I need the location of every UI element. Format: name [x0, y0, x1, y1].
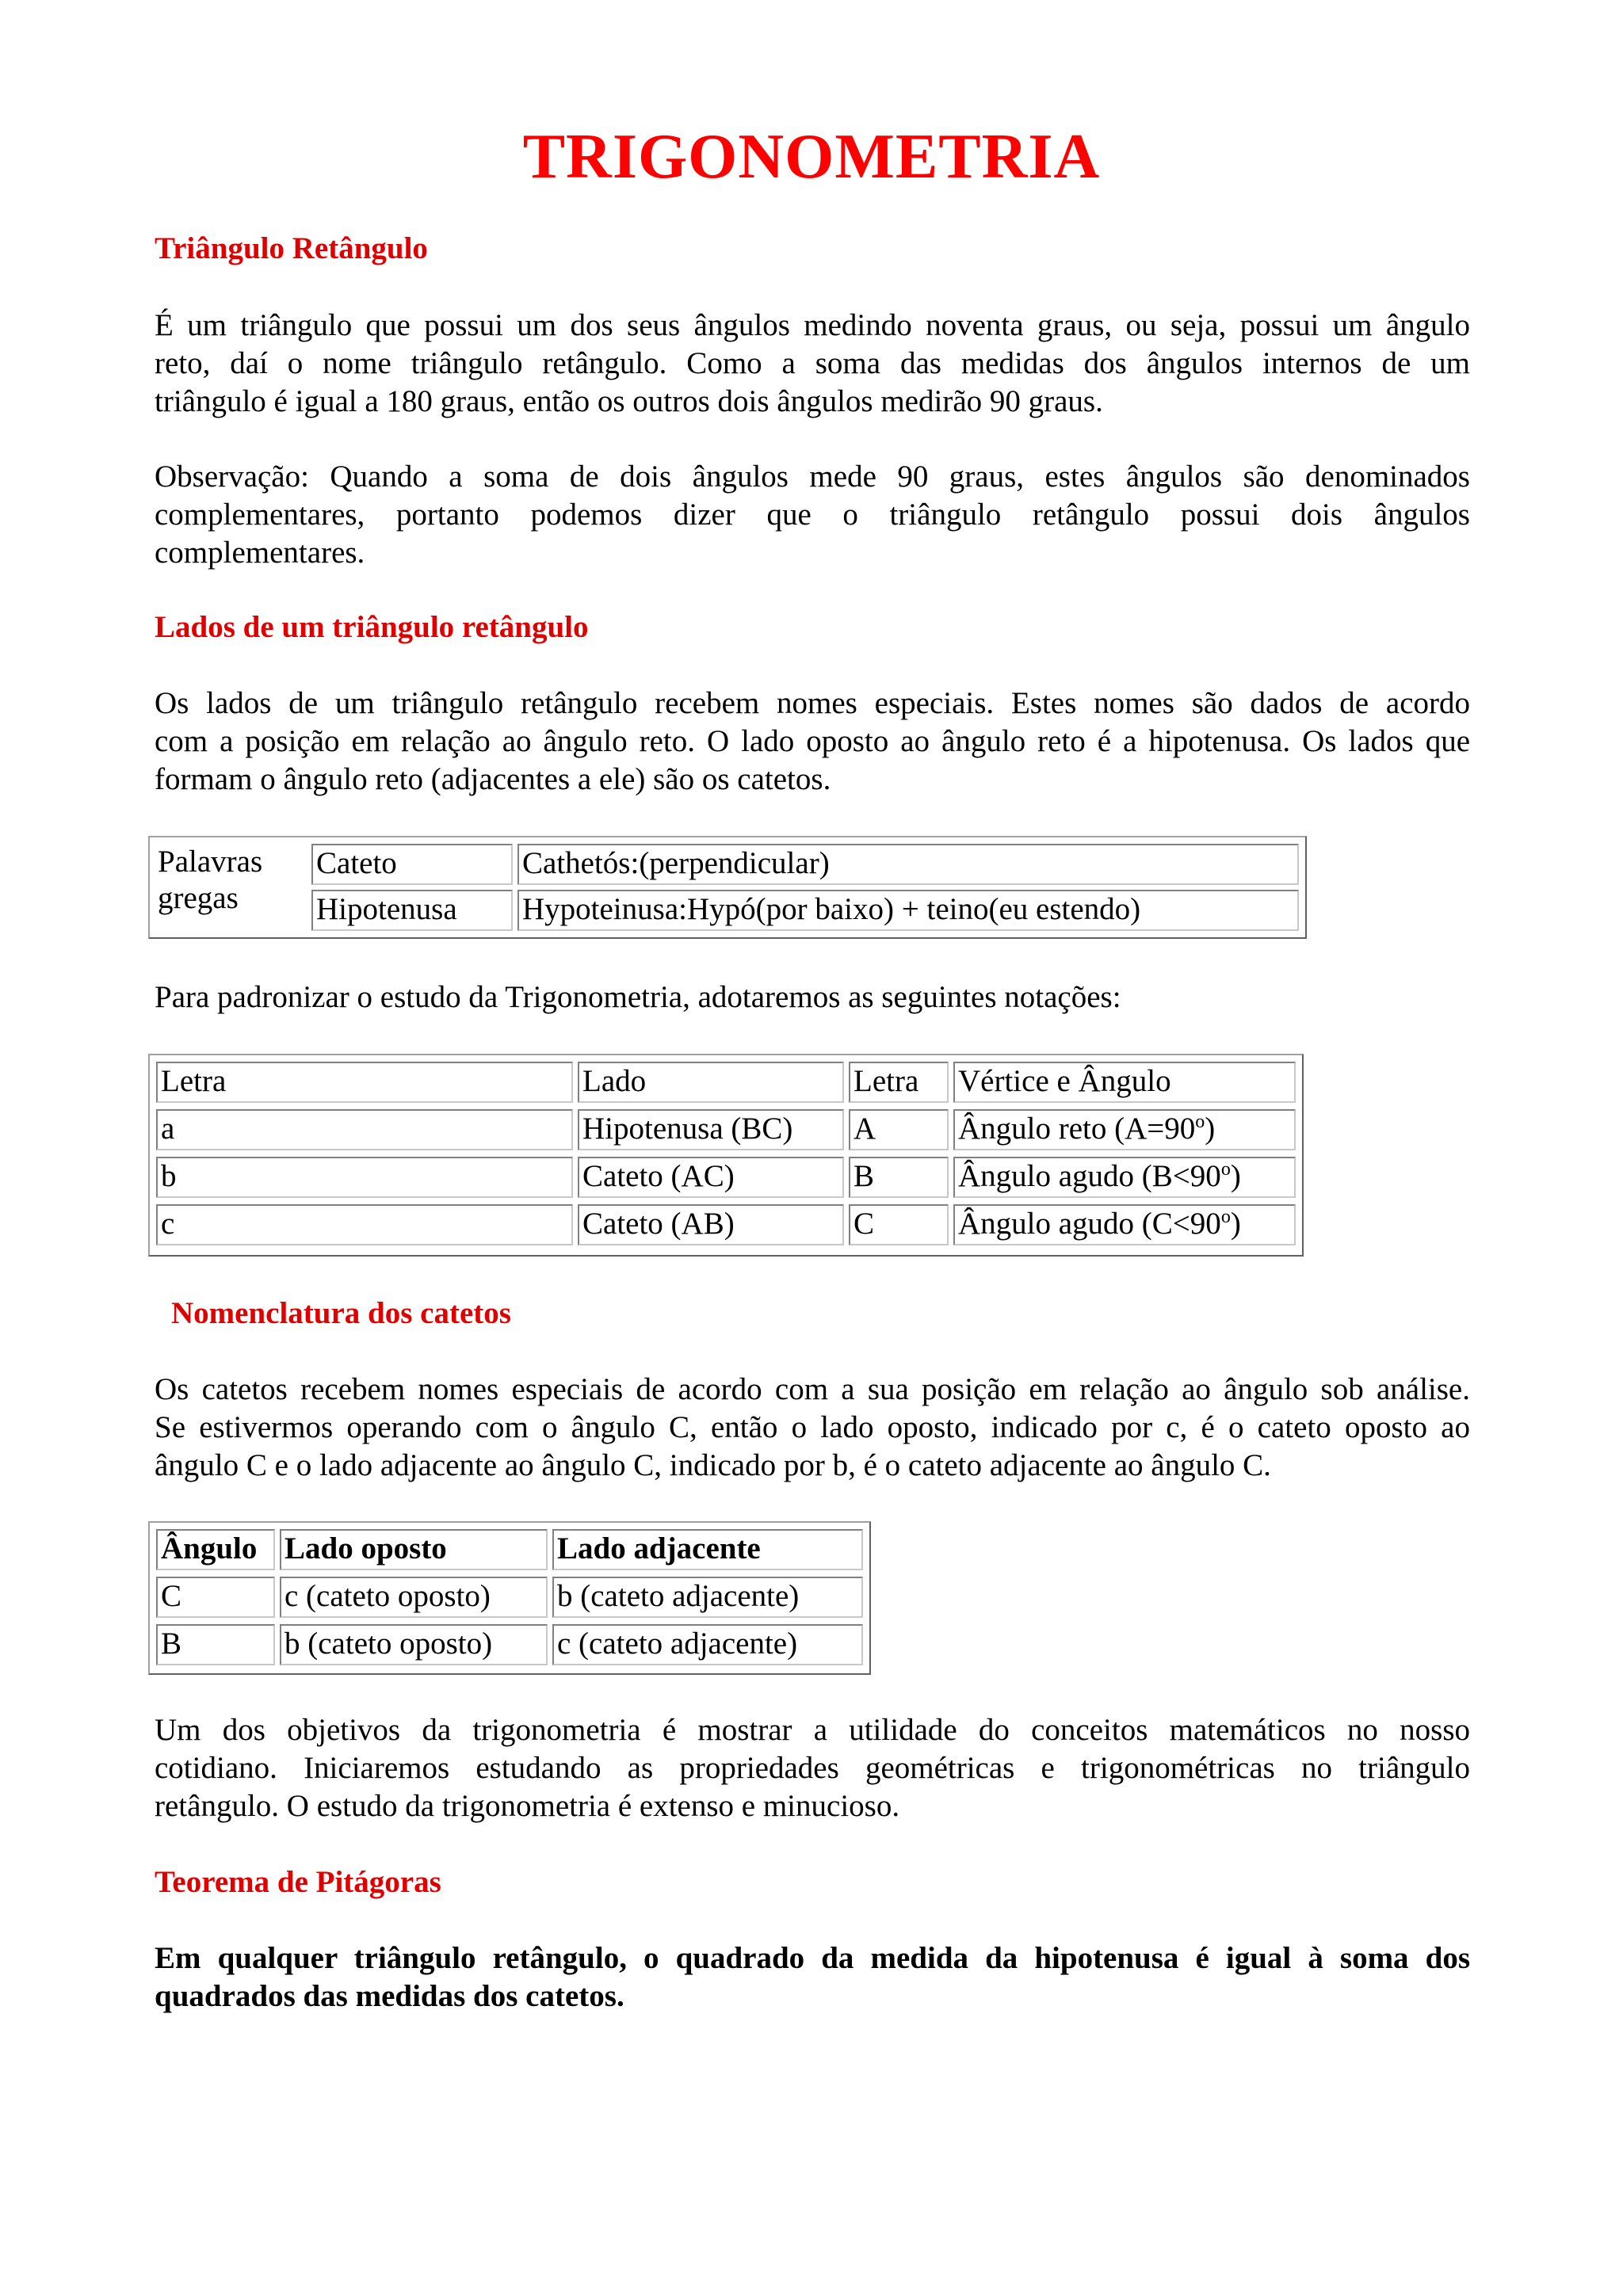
text-line: Se estivermos operando com o ângulo C, então o lado oposto, indicado por c, é o cateto oposto ao — [155, 1410, 1470, 1444]
table-cell: c — [156, 1204, 573, 1245]
degree-superscript: o — [1220, 1159, 1231, 1180]
text-line: reto, daí o nome triângulo retângulo. Como a soma das medidas dos ângulos internos de um — [155, 346, 1470, 380]
text-line: ângulo C e o lado adjacente ao ângulo C, indicado por b, é o cateto adjacente ao ângulo C. — [155, 1448, 1271, 1482]
heading-lados: Lados de um triângulo retângulo — [155, 610, 589, 644]
table-cell: Cateto — [311, 844, 513, 885]
paragraph-teorema — [155, 1939, 1470, 2016]
table-header-cell: Lado oposto — [280, 1529, 548, 1570]
table-header-cell: Letra — [849, 1062, 949, 1103]
table-catetos — [148, 1521, 871, 1675]
text-line: complementares, portanto podemos dizer que o triângulo retângulo possui dois ângulos — [155, 498, 1470, 532]
table-cell: Hypoteinusa:Hypó(por baixo) + teino(eu estendo) — [517, 890, 1299, 931]
angle-close: ) — [1230, 1207, 1241, 1241]
table-cell: b — [156, 1157, 573, 1198]
table-greek-words — [148, 836, 1307, 939]
text-line: com a posição em relação ao ângulo reto. O lado oposto ao ângulo reto é a hipotenusa. Os lados que — [155, 724, 1470, 758]
table-cell: Cathetós:(perpendicular) — [517, 844, 1299, 885]
table-cell: C — [156, 1577, 275, 1618]
table-cell: b (cateto adjacente) — [552, 1577, 863, 1618]
table-cell: B — [849, 1157, 949, 1198]
table-cell: a — [156, 1109, 573, 1150]
text-line: É um triângulo que possui um dos seus ângulos medindo noventa graus, ou seja, possui um ângulo — [155, 308, 1470, 342]
text-line: formam o ângulo reto (adjacentes a ele) são os catetos. — [155, 762, 831, 796]
paragraph-observacao — [155, 458, 1470, 572]
paragraph-objetivos — [155, 1711, 1470, 1825]
table-cell: A — [849, 1109, 949, 1150]
table-cell-angle — [953, 1204, 1296, 1245]
table-header-cell: Vértice e Ângulo — [953, 1062, 1296, 1103]
text-line: Em qualquer triângulo retângulo, o quadrado da medida da hipotenusa é igual à soma dos — [155, 1941, 1470, 1975]
paragraph-nomenclatura — [155, 1371, 1470, 1485]
table-header-cell: Lado adjacente — [552, 1529, 863, 1570]
page-title: TRIGONOMETRIA — [522, 122, 1101, 192]
text-line: quadrados das medidas dos catetos. — [155, 1979, 624, 2013]
angle-close: ) — [1205, 1112, 1216, 1146]
paragraph-definition — [155, 307, 1470, 421]
text-line: retângulo. O estudo da trigonometria é extenso e minucioso. — [155, 1789, 900, 1823]
heading-nomenclatura: Nomenclatura dos catetos — [171, 1296, 511, 1330]
table-cell: C — [849, 1204, 949, 1245]
angle-text: Ângulo agudo (C<90 — [958, 1207, 1221, 1241]
table-header-cell: Ângulo — [156, 1529, 275, 1570]
text-line: complementares. — [155, 536, 365, 570]
angle-text: Ângulo agudo (B<90 — [958, 1159, 1221, 1193]
table-cell: c (cateto adjacente) — [552, 1624, 863, 1665]
table-cell: B — [156, 1624, 275, 1665]
degree-superscript: o — [1220, 1207, 1231, 1227]
heading-pitagoras: Teorema de Pitágoras — [155, 1865, 441, 1899]
heading-triangulo-retangulo: Triângulo Retângulo — [155, 231, 428, 265]
label-line: Palavras — [158, 845, 263, 879]
text-line: Observação: Quando a soma de dois ângulos mede 90 graus, estes ângulos são denominados — [155, 460, 1470, 494]
paragraph-lados — [155, 685, 1470, 799]
label-line: gregas — [158, 881, 239, 915]
table-cell: c (cateto oposto) — [280, 1577, 548, 1618]
text-line: Para padronizar o estudo da Trigonometria, adotaremos as seguintes notações: — [155, 980, 1121, 1014]
table-cell-angle — [953, 1109, 1296, 1150]
text-line: Um dos objetivos da trigonometria é mostrar a utilidade do conceitos matemáticos no nosso — [155, 1713, 1470, 1747]
angle-text: Ângulo reto (A=90 — [958, 1112, 1196, 1146]
table-notation — [148, 1054, 1304, 1257]
text-line: Os catetos recebem nomes especiais de acordo com a sua posição em relação ao ângulo sob análise. — [155, 1372, 1470, 1406]
table-cell: Cateto (AC) — [578, 1157, 844, 1198]
table-header-cell: Letra — [156, 1062, 573, 1103]
text-line: Os lados de um triângulo retângulo recebem nomes especiais. Estes nomes são dados de acordo — [155, 686, 1470, 720]
table-cell: b (cateto oposto) — [280, 1624, 548, 1665]
table-cell: Hipotenusa — [311, 890, 513, 931]
angle-close: ) — [1230, 1159, 1241, 1193]
paragraph-notacoes — [155, 978, 1470, 1016]
text-line: triângulo é igual a 180 graus, então os outros dois ângulos medirão 90 graus. — [155, 384, 1103, 418]
degree-superscript: o — [1195, 1112, 1205, 1132]
table-header-cell: Lado — [578, 1062, 844, 1103]
text-line: cotidiano. Iniciaremos estudando as propriedades geométricas e trigonométricas no triângulo — [155, 1751, 1470, 1785]
table-cell-label — [153, 842, 296, 929]
table-cell: Hipotenusa (BC) — [578, 1109, 844, 1150]
table-cell-angle — [953, 1157, 1296, 1198]
table-cell: Cateto (AB) — [578, 1204, 844, 1245]
